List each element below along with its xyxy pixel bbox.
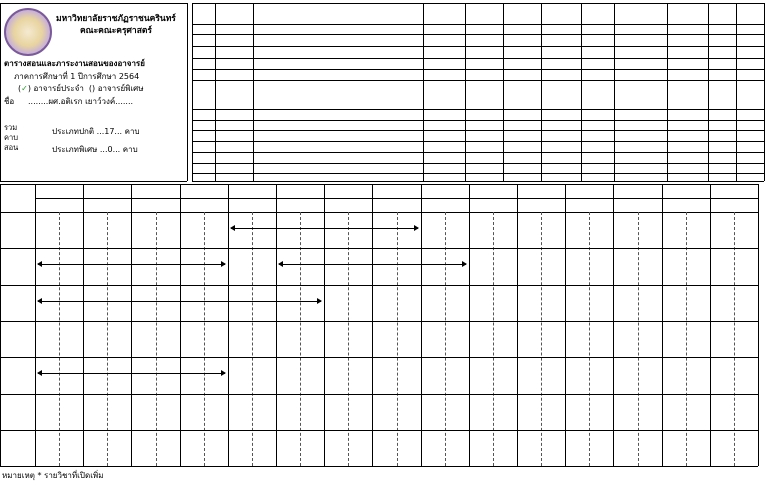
- course-table-column-line: [581, 3, 582, 181]
- schedule-header-line: [35, 198, 758, 199]
- schedule-half-hour-line: [204, 212, 205, 466]
- schedule-half-hour-line: [541, 212, 542, 466]
- schedule-half-hour-line: [348, 212, 349, 466]
- document-title: ตารางสอนและภาระงานสอนของอาจารย์: [4, 59, 145, 68]
- regular-teacher-label: อาจารย์ประจำ: [33, 84, 84, 93]
- schedule-half-hour-line: [686, 212, 687, 466]
- schedule-column-line: [517, 184, 518, 466]
- footer-note: หมายเหตุ * รายวิชาที่เปิดเพิ่ม: [2, 471, 104, 480]
- semester: ภาคการศึกษาที่ 1 ปีการศึกษา 2564: [14, 72, 140, 81]
- schedule-half-hour-line: [300, 212, 301, 466]
- course-table-column-line: [708, 3, 709, 181]
- schedule-day-line: [0, 430, 758, 431]
- class-duration-arrow: [279, 264, 466, 265]
- schedule-column-line: [565, 184, 566, 466]
- course-table-row-line: [192, 152, 764, 153]
- course-table-row-line: [192, 34, 764, 35]
- course-table-row-line: [192, 58, 764, 59]
- class-duration-arrow: [38, 373, 225, 374]
- course-table-column-line: [667, 3, 668, 181]
- course-table-column-line: [503, 3, 504, 181]
- university-logo: [4, 8, 52, 56]
- schedule-half-hour-line: [397, 212, 398, 466]
- schedule-column-line: [276, 184, 277, 466]
- course-table-row-line: [192, 109, 764, 110]
- class-duration-arrow: [231, 228, 418, 229]
- course-table-column-line: [764, 3, 765, 181]
- schedule-column-line: [35, 184, 36, 466]
- schedule-column-line: [180, 184, 181, 466]
- course-table-column-line: [253, 3, 254, 181]
- schedule-column-line: [372, 184, 373, 466]
- schedule-column-line: [131, 184, 132, 466]
- teacher-name-label: ชื่อ: [4, 97, 15, 106]
- normal-hours: ประเภทปกติ ...17... คาบ: [52, 127, 140, 136]
- class-duration-arrow: [38, 264, 225, 265]
- schedule-column-line: [469, 184, 470, 466]
- course-table-row-line: [192, 120, 764, 121]
- schedule-column-line: [758, 184, 759, 466]
- course-table-row-line: [192, 69, 764, 70]
- university-name: มหาวิทยาลัยราชภัฏราชนครินทร์: [56, 14, 176, 24]
- schedule-column-line: [421, 184, 422, 466]
- course-table-row-line: [192, 141, 764, 142]
- course-table-column-line: [215, 3, 216, 181]
- schedule-border: [0, 184, 758, 185]
- course-table-row-line: [192, 130, 764, 131]
- schedule-half-hour-line: [589, 212, 590, 466]
- teacher-type: (✓) อาจารย์ประจำ () อาจารย์พิเศษ: [18, 84, 144, 93]
- schedule-half-hour-line: [156, 212, 157, 466]
- course-table-row-line: [192, 24, 764, 25]
- schedule-half-hour-line: [493, 212, 494, 466]
- special-teacher-label: () อาจารย์พิเศษ: [88, 84, 144, 93]
- schedule-column-line: [662, 184, 663, 466]
- schedule-half-hour-line: [107, 212, 108, 466]
- course-table-row-line: [192, 3, 764, 4]
- schedule-day-line: [0, 248, 758, 249]
- course-table-row-line: [192, 163, 764, 164]
- course-table-column-line: [465, 3, 466, 181]
- course-table-row-line: [192, 181, 764, 182]
- course-table-row-line: [192, 46, 764, 47]
- course-table-row-line: [192, 80, 764, 81]
- total-periods-label: รวมคาบสอน: [4, 123, 19, 152]
- check-icon: ✓: [21, 84, 28, 93]
- schedule-column-line: [228, 184, 229, 466]
- teacher-name: ........ผศ.อติเรก เยาว์วงค์.......: [28, 97, 134, 106]
- schedule-header-line: [0, 212, 758, 213]
- schedule-column-line: [324, 184, 325, 466]
- course-table-column-line: [541, 3, 542, 181]
- schedule-day-line: [0, 285, 758, 286]
- schedule-day-line: [0, 357, 758, 358]
- special-hours: ประเภทพิเศษ ...0... คาบ: [52, 145, 138, 154]
- course-table-column-line: [736, 3, 737, 181]
- class-duration-arrow: [38, 301, 321, 302]
- course-table-cell: [423, 81, 465, 110]
- schedule-half-hour-line: [59, 212, 60, 466]
- schedule-half-hour-line: [445, 212, 446, 466]
- course-table-column-line: [192, 3, 193, 181]
- schedule-column-line: [613, 184, 614, 466]
- schedule-border: [0, 184, 1, 466]
- schedule-half-hour-line: [734, 212, 735, 466]
- schedule-half-hour-line: [252, 212, 253, 466]
- schedule-half-hour-line: [638, 212, 639, 466]
- schedule-column-line: [710, 184, 711, 466]
- faculty-name: คณะคณะครุศาสตร์: [80, 26, 152, 36]
- schedule-day-line: [0, 466, 758, 467]
- course-table-column-line: [614, 3, 615, 181]
- schedule-column-line: [83, 184, 84, 466]
- course-table-row-line: [192, 173, 764, 174]
- schedule-day-line: [0, 394, 758, 395]
- schedule-day-line: [0, 321, 758, 322]
